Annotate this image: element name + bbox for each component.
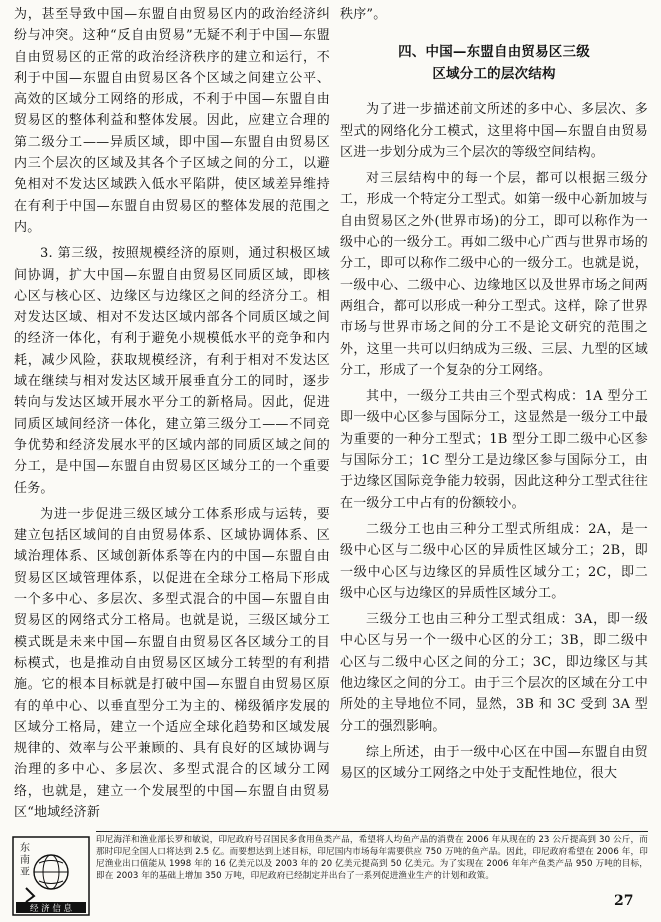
paragraph: 其中，一级分工共由三个型式构成：1A 型分工即一级中心区参与国际分工，这显然是一级分工中最为重要的一种分工型式；1B 型分工即二级中心区参与国际分工；1C 型分工是边缘区参与国际分工，由于边缘区国际竞争能力较弱，因此这种分工型式往往在一级分工中占有的份额较小。 [340,389,648,511]
paragraph: 对三层结构中的每一个层，都可以根据三级分工，形成一个特定分工型式。如第一级中心新加坡与自由贸易区之外(世界市场)的分工，即可以称作为一级中心的一级分工。再如二级中心广西与世界市场的分工，即可以称作二级中心的一级分工。也就是说，一级中心、二级中心、边缘地区以及世界市场之间两两组合，都可以形成一种分工型式。这样，除了世界市场与世界市场之间的分工不是论文研究的范围之外，这里一共可以归纳成为三级、三层、九型的区域分工，形成了一个复杂的分工网络。 [340,171,648,378]
section-title [340,41,648,85]
paragraph: 二级分工也由三种分工型式所组成：2A，是一级中心区与二级中心区的异质性区域分工；2B，即一级中心区与边缘区的异质性区域分工；2C，即二级中心区与边缘区的异质性区域分工。 [340,521,648,601]
paragraph: 三级分工也由三种分工型式组成：3A，即一级中心区与另一个一级中心区的分工；3B，即二级中心区与二级中心区之间的分工；3C，即边缘区与其他边缘区之间的分工。由于三个层次的区域在分工中所处的主导地位不同，显然，3B 和 3C 受到 3A 型分工的强烈影响。 [340,612,648,734]
logo-char: 亚 [20,867,30,878]
paragraph: 为了进一步描述前文所述的多中心、多层次、多型式的网络化分工模式，这里将中国—东盟自由贸易区进一步划分成为三个层次的等级空间结构。 [340,102,648,160]
page-number: 27 [614,893,634,909]
paragraph: 为进一步促进三级区域分工体系形成与运转，要建立包括区域间的自由贸易体系、区域协调体系、区域治理体系、区域创新体系等在内的中国—东盟自由贸易区区域管理体系，以促进在全球分工格局下形成一个多中心、多层次、多型式混合的中国—东盟自由贸易区的网络式分工格局。也就是说，三级区域分工模式既是未来中国—东盟自由贸易区各区域分工的目标模式，也是推动自由贸易区区域分工转型的有利措施。它的根本目标就是打破中国—东盟自由贸易区原有的单中心、以垂直型分工为主的、梯级循序发展的区域分工格局，建立一个适应全球化趋势和区域发展规律的、效率与公平兼顾的、具有良好的区域协调与治理的多中心、多层次、多型式混合的区域分工网络，也就是，建立一个发展型的中国—东盟自由贸易区“地域经济新 [14,506,330,820]
paragraph: 3. 第三级，按照规模经济的原则，通过积极区域间协调，扩大中国—东盟自由贸易区同质区域，即核心区与核心区、边缘区与边缘区之间的经济分工。相对发达区域、相对不发达区域内部各个同质区域之间的经济一体化，有利于避免小规模低水平的竞争和内耗，减少风险，获取规模经济，有利于相对不发达区域在继续与相对发达区域开展垂直分工的同时，逐步转向与发达区域开展水平分工的新格局。因此，促进同质区域间经济一体化，建立第三级分工——不同竞争优势和经济发展水平的区域内部的同质区域之间的分工，是中国—东盟自由贸易区区域分工的一个重要任务。 [14,246,330,496]
paragraph-carryover: 秩序”。 [340,7,387,22]
paragraph: 综上所述，由于一级中心区在中国—东盟自由贸易区的区域分工网络之中处于支配性地位，很大 [340,744,648,782]
paragraph: 为，甚至导致中国—东盟自由贸易区内的政治经济纠纷与冲突。这种“反自由贸易”无疑不利于中国—东盟自由贸易区的正常的政治经济秩序的建立和运行，不利于中国—东盟自由贸易区各个区域之间建立公平、高效的区域分工网络的形成，不利于中国—东盟自由贸易区的整体利益和整体发展。因此，应建立合理的第二级分工——异质区域，即中国—东盟自由贸易区内三个层次的区域及其各个子区域之间的分工，以避免相对不发达区域跌入低水平陷阱，使区域差异维持在有利于中国—东盟自由贸易区的整体发展的范围之内。 [14,7,330,235]
logo-caption: 经 济 信 息 [29,904,73,914]
section-title-line: 四、中国—东盟自由贸易区三级 [398,44,590,61]
footnote-divider [96,831,648,832]
section-title-line: 区域分工的层次结构 [432,66,556,83]
left-column [14,4,330,828]
journal-logo-icon [12,836,90,916]
logo-char: 东 [20,843,30,854]
right-column [340,4,648,790]
journal-logo [12,836,90,916]
footnote: 印尼海洋和渔业部长罗和敏说，印尼政府号召国民多食用鱼类产品，希望将人均鱼产品的消费在 2006 年从现在的 23 公斤提高到 30 公斤，而那时印尼全国人口将达到 2.5 亿。而要想达到上述目标，印尼国内市场每年需要供应 750 万吨的鱼产品。因此，印尼政府希望在 2006 年，印尼渔业出口值能从 1998 年的 16 亿美元以及 2003 年的 20 亿美元提高到 50 亿美元。为了实现在 2006 年年产鱼类产品 950 万吨的目标，即在 2003 年的基础上增加 350 万吨，印尼政府已经制定并出台了一系列促进渔业生产的计划和政策。 [96,835,648,881]
logo-char: 南 [20,855,30,866]
